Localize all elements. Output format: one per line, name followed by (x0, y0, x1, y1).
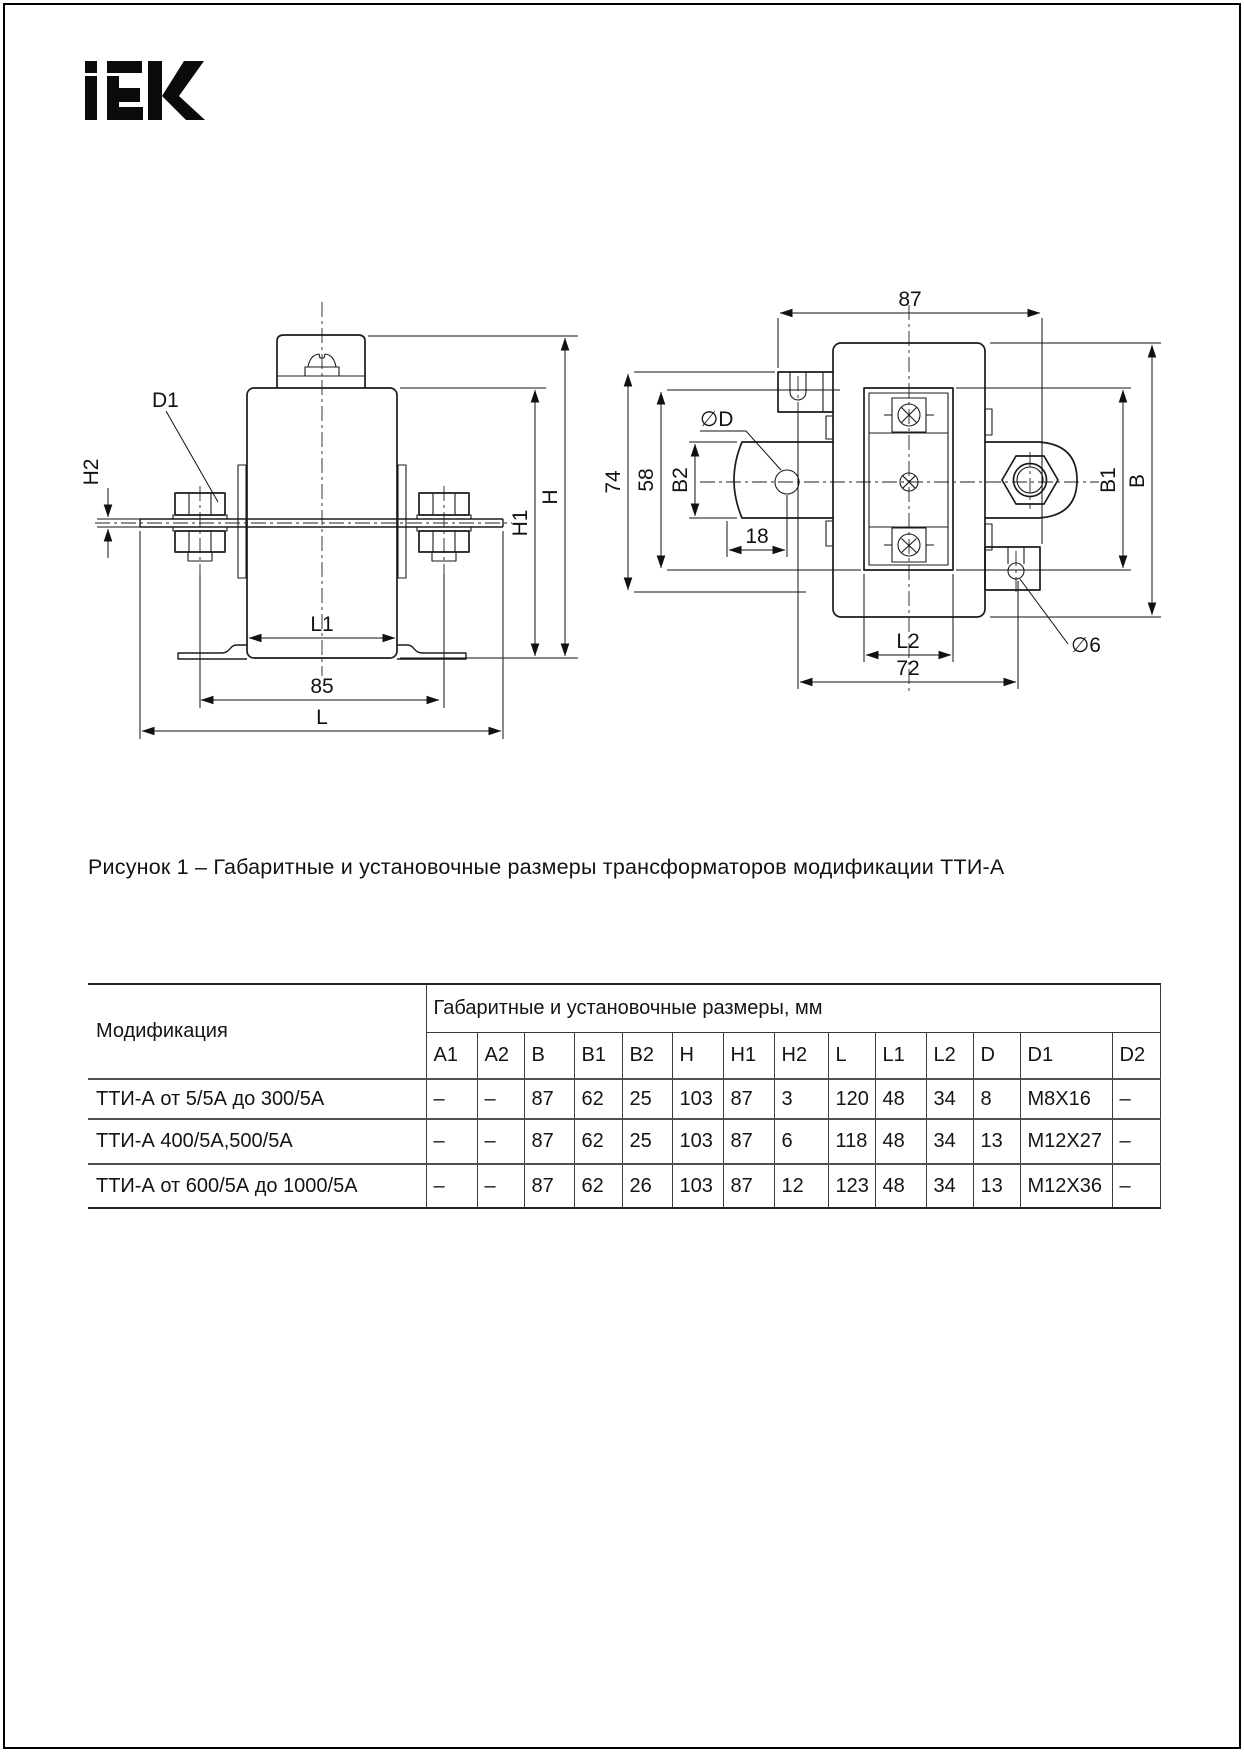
col-header-h: H (672, 1033, 723, 1080)
cell-l2: 34 (926, 1079, 973, 1119)
dim-label-58: 58 (635, 468, 658, 492)
cell-l2: 34 (926, 1119, 973, 1164)
cell-b: 87 (524, 1164, 574, 1208)
dim-label-87: 87 (898, 288, 922, 311)
figure-caption: Рисунок 1 – Габаритные и установочные размеры трансформаторов модификации ТТИ-А (88, 855, 1005, 879)
dim-label-b: B (1126, 473, 1149, 489)
cell-l1: 48 (875, 1079, 926, 1119)
cell-l1: 48 (875, 1164, 926, 1208)
cell-b: 87 (524, 1079, 574, 1119)
dim-label-74: 74 (602, 470, 625, 494)
col-header-d2: D2 (1112, 1033, 1160, 1080)
col-header-l1: L1 (875, 1033, 926, 1080)
col-header-h1: H1 (723, 1033, 774, 1080)
front-view-drawing (80, 302, 578, 739)
cell-b2: 26 (622, 1164, 672, 1208)
dim-label-b1: B1 (1097, 467, 1120, 493)
cell-d: 8 (973, 1079, 1020, 1119)
dim-label-b2: B2 (669, 467, 692, 493)
cell-d2: – (1112, 1164, 1160, 1208)
dim-label-l: L (316, 706, 328, 729)
col-header-d1: D1 (1020, 1033, 1112, 1080)
cell-h2: 6 (774, 1119, 828, 1164)
cell-l1: 48 (875, 1119, 926, 1164)
cell-h1: 87 (723, 1164, 774, 1208)
dimensions-table (88, 983, 1161, 1209)
cell-h: 103 (672, 1164, 723, 1208)
cell-l: 118 (828, 1119, 875, 1164)
cell-h2: 3 (774, 1079, 828, 1119)
cell-d1: М12Х27 (1020, 1119, 1112, 1164)
cell-d2: – (1112, 1119, 1160, 1164)
dim-label-dia-d: ∅D (700, 408, 734, 431)
cell-a2: – (477, 1119, 524, 1164)
col-header-b2: B2 (622, 1033, 672, 1080)
dim-label-dia-6: ∅6 (1071, 634, 1101, 657)
cell-a2: – (477, 1164, 524, 1208)
cell-l: 120 (828, 1079, 875, 1119)
cell-d: 13 (973, 1119, 1020, 1164)
dim-label-72: 72 (896, 657, 920, 680)
col-header-d: D (973, 1033, 1020, 1080)
cell-l: 123 (828, 1164, 875, 1208)
col-header-b: B (524, 1033, 574, 1080)
cell-b1: 62 (574, 1164, 622, 1208)
cell-d1: М12Х36 (1020, 1164, 1112, 1208)
dim-label-h2: H2 (80, 458, 103, 486)
cell-h: 103 (672, 1119, 723, 1164)
cell-h2: 12 (774, 1164, 828, 1208)
dim-label-18: 18 (745, 525, 769, 548)
cell-h: 103 (672, 1079, 723, 1119)
cell-b2: 25 (622, 1119, 672, 1164)
col-header-l2: L2 (926, 1033, 973, 1080)
table-row (88, 1119, 1160, 1164)
cell-b: 87 (524, 1119, 574, 1164)
col-header-l: L (828, 1033, 875, 1080)
table-row (88, 1164, 1160, 1208)
side-view-drawing (602, 288, 1161, 694)
dim-label-85: 85 (310, 675, 334, 698)
cell-h1: 87 (723, 1079, 774, 1119)
table-row (88, 1079, 1160, 1119)
cell-d1: М8Х16 (1020, 1079, 1112, 1119)
cell-d: 13 (973, 1164, 1020, 1208)
cell-a1: – (426, 1164, 477, 1208)
dim-label-l1: L1 (310, 613, 334, 636)
col-header-h2: H2 (774, 1033, 828, 1080)
cell-d2: – (1112, 1079, 1160, 1119)
row-name: ТТИ-А от 600/5А до 1000/5А (88, 1164, 426, 1208)
row-name: ТТИ-А от 5/5А до 300/5А (88, 1079, 426, 1119)
dim-label-d1: D1 (152, 389, 179, 412)
table-header-group: Габаритные и установочные размеры, мм (426, 984, 1160, 1033)
cell-b1: 62 (574, 1079, 622, 1119)
cell-a1: – (426, 1119, 477, 1164)
cell-b2: 25 (622, 1079, 672, 1119)
dim-label-l2: L2 (896, 630, 920, 653)
dim-label-h1: H1 (509, 509, 532, 537)
cell-a1: – (426, 1079, 477, 1119)
table-header-modification: Модификация (88, 984, 426, 1079)
cell-h1: 87 (723, 1119, 774, 1164)
technical-drawings (0, 0, 1244, 800)
col-header-a1: A1 (426, 1033, 477, 1080)
cell-a2: – (477, 1079, 524, 1119)
col-header-a2: A2 (477, 1033, 524, 1080)
row-name: ТТИ-А 400/5А,500/5А (88, 1119, 426, 1164)
col-header-b1: B1 (574, 1033, 622, 1080)
cell-l2: 34 (926, 1164, 973, 1208)
cell-b1: 62 (574, 1119, 622, 1164)
dim-label-h: H (539, 489, 562, 505)
